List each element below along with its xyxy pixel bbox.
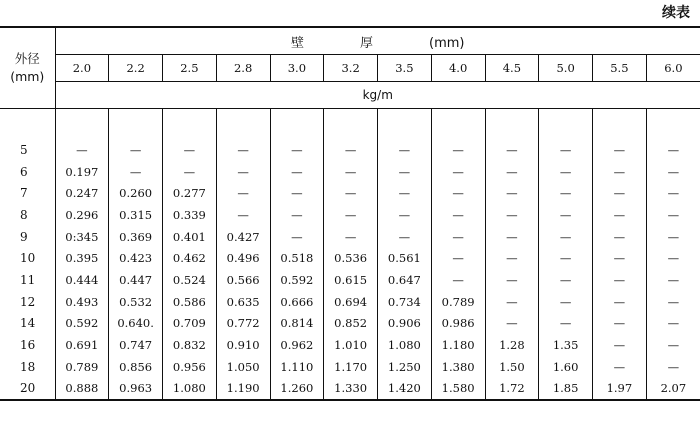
weight-cell: 0:345 bbox=[55, 226, 109, 248]
weight-cell: — bbox=[216, 204, 270, 226]
weight-cell: — bbox=[646, 356, 700, 378]
weight-cell: 1.60 bbox=[539, 356, 593, 378]
outer-diameter-cell: 18 bbox=[0, 356, 55, 378]
thickness-header-cell: 2.5 bbox=[163, 55, 217, 82]
weight-cell: 0.592 bbox=[270, 269, 324, 291]
weight-cell: — bbox=[593, 161, 647, 183]
weight-cell: — bbox=[324, 226, 378, 248]
weight-cell: 0.536 bbox=[324, 247, 378, 269]
thickness-header-cell: 2.2 bbox=[109, 55, 163, 82]
weight-cell: 0.447 bbox=[109, 269, 163, 291]
weight-cell: — bbox=[485, 247, 539, 269]
weight-cell: 0.277 bbox=[163, 182, 217, 204]
weight-cell: — bbox=[539, 161, 593, 183]
weight-cell: — bbox=[646, 161, 700, 183]
weight-cell: — bbox=[431, 182, 485, 204]
weight-cell: 0.832 bbox=[163, 334, 217, 356]
weight-cell: 1.190 bbox=[216, 378, 270, 401]
thickness-header-cell: 2.0 bbox=[55, 55, 109, 82]
weight-cell: — bbox=[431, 161, 485, 183]
table-row bbox=[0, 247, 700, 269]
weight-cell: 0.493 bbox=[55, 291, 109, 313]
weight-cell: — bbox=[646, 291, 700, 313]
wall-thickness-char2: 厚 bbox=[360, 35, 374, 51]
weight-cell: — bbox=[539, 182, 593, 204]
weight-cell: — bbox=[539, 247, 593, 269]
weight-cell: 0.910 bbox=[216, 334, 270, 356]
weight-cell: 0.635 bbox=[216, 291, 270, 313]
weight-cell: — bbox=[539, 291, 593, 313]
weight-cell: 1.35 bbox=[539, 334, 593, 356]
weight-cell: — bbox=[485, 182, 539, 204]
thickness-header-cell: 4.5 bbox=[485, 55, 539, 82]
weight-cell: — bbox=[485, 139, 539, 161]
weight-cell: — bbox=[485, 313, 539, 335]
weight-cell: 1.28 bbox=[485, 334, 539, 356]
weight-cell: 1.580 bbox=[431, 378, 485, 401]
weight-cell: 0.339 bbox=[163, 204, 217, 226]
weight-cell: — bbox=[593, 139, 647, 161]
weight-cell: 1.420 bbox=[378, 378, 432, 401]
spacer-row bbox=[0, 109, 700, 140]
thickness-header-cell: 3.5 bbox=[378, 55, 432, 82]
weight-cell: — bbox=[378, 182, 432, 204]
weight-cell: — bbox=[216, 139, 270, 161]
table-row bbox=[0, 356, 700, 378]
thickness-header-cell: 2.8 bbox=[216, 55, 270, 82]
header-row-thickness-values bbox=[0, 55, 700, 82]
weight-cell: — bbox=[431, 139, 485, 161]
weight-cell: — bbox=[109, 161, 163, 183]
weight-cell: 0.315 bbox=[109, 204, 163, 226]
weight-cell: 1.330 bbox=[324, 378, 378, 401]
table-row bbox=[0, 291, 700, 313]
weight-cell: — bbox=[646, 204, 700, 226]
weight-cell: 0.666 bbox=[270, 291, 324, 313]
weight-cell: — bbox=[646, 334, 700, 356]
weight-cell: 0.647 bbox=[378, 269, 432, 291]
weight-cell: — bbox=[378, 204, 432, 226]
weight-cell: — bbox=[539, 139, 593, 161]
weight-cell: 0.566 bbox=[216, 269, 270, 291]
weight-cell: 0.906 bbox=[378, 313, 432, 335]
weight-cell: — bbox=[646, 313, 700, 335]
wall-thickness-char1: 壁 bbox=[290, 35, 304, 51]
weight-cell: 1.260 bbox=[270, 378, 324, 401]
weight-cell: — bbox=[378, 161, 432, 183]
weight-cell: 0.747 bbox=[109, 334, 163, 356]
weight-cell: — bbox=[431, 247, 485, 269]
outer-diameter-cell: 16 bbox=[0, 334, 55, 356]
table-row bbox=[0, 269, 700, 291]
weight-cell: — bbox=[593, 204, 647, 226]
weight-cell: — bbox=[270, 226, 324, 248]
weight-cell: 1.380 bbox=[431, 356, 485, 378]
weight-cell: — bbox=[593, 334, 647, 356]
weight-cell: 0.524 bbox=[163, 269, 217, 291]
weight-cell: 0.962 bbox=[270, 334, 324, 356]
weight-cell: — bbox=[55, 139, 109, 161]
weight-cell: — bbox=[324, 161, 378, 183]
weight-cell: 1.85 bbox=[539, 378, 593, 401]
weight-cell: — bbox=[431, 204, 485, 226]
weight-cell: 1.050 bbox=[216, 356, 270, 378]
weight-cell: 0.772 bbox=[216, 313, 270, 335]
weight-cell: 1.080 bbox=[378, 334, 432, 356]
outer-diameter-cell: 11 bbox=[0, 269, 55, 291]
weight-cell: 0.734 bbox=[378, 291, 432, 313]
weight-cell: 0.427 bbox=[216, 226, 270, 248]
weight-cell: 0.532 bbox=[109, 291, 163, 313]
header-row-wall-thickness bbox=[0, 27, 700, 55]
weight-cell: 1.010 bbox=[324, 334, 378, 356]
weight-cell: 0.247 bbox=[55, 182, 109, 204]
weight-cell: — bbox=[485, 291, 539, 313]
pipe-weight-table bbox=[0, 26, 700, 401]
outer-diameter-cell: 6 bbox=[0, 161, 55, 183]
thickness-header-cell: 4.0 bbox=[431, 55, 485, 82]
table-row bbox=[0, 378, 700, 401]
weight-cell: 1.170 bbox=[324, 356, 378, 378]
weight-cell: 0.395 bbox=[55, 247, 109, 269]
weight-cell: 0.462 bbox=[163, 247, 217, 269]
weight-cell: — bbox=[270, 161, 324, 183]
weight-cell: — bbox=[324, 139, 378, 161]
thickness-header-cell: 3.2 bbox=[324, 55, 378, 82]
weight-cell: — bbox=[646, 182, 700, 204]
weight-cell: 0.615 bbox=[324, 269, 378, 291]
weight-cell: 0.789 bbox=[55, 356, 109, 378]
weight-cell: 1.250 bbox=[378, 356, 432, 378]
weight-cell: 0.296 bbox=[55, 204, 109, 226]
weight-cell: — bbox=[270, 182, 324, 204]
weight-cell: 0.640. bbox=[109, 313, 163, 335]
weight-cell: — bbox=[539, 204, 593, 226]
weight-cell: — bbox=[270, 139, 324, 161]
weight-cell: 0.586 bbox=[163, 291, 217, 313]
weight-cell: — bbox=[593, 291, 647, 313]
outer-diameter-unit: (mm) bbox=[10, 69, 45, 84]
weight-cell: — bbox=[431, 226, 485, 248]
weight-cell: — bbox=[378, 139, 432, 161]
outer-diameter-cell: 9 bbox=[0, 226, 55, 248]
weight-cell: 0.518 bbox=[270, 247, 324, 269]
weight-cell: — bbox=[593, 269, 647, 291]
weight-cell: — bbox=[270, 204, 324, 226]
weight-cell: 0.561 bbox=[378, 247, 432, 269]
weight-cell: — bbox=[593, 356, 647, 378]
weight-cell: 2.07 bbox=[646, 378, 700, 401]
weight-cell: 0.592 bbox=[55, 313, 109, 335]
weight-cell: 0.260 bbox=[109, 182, 163, 204]
weight-cell: 0.369 bbox=[109, 226, 163, 248]
weight-cell: — bbox=[431, 269, 485, 291]
weight-cell: — bbox=[485, 161, 539, 183]
outer-diameter-header bbox=[0, 27, 55, 109]
weight-cell: 0.789 bbox=[431, 291, 485, 313]
weight-cell: 0.423 bbox=[109, 247, 163, 269]
weight-cell: — bbox=[485, 204, 539, 226]
weight-cell: — bbox=[646, 247, 700, 269]
thickness-header-cell: 6.0 bbox=[646, 55, 700, 82]
weight-cell: 0.888 bbox=[55, 378, 109, 401]
table-row bbox=[0, 161, 700, 183]
weight-cell: 1.080 bbox=[163, 378, 217, 401]
table-row bbox=[0, 182, 700, 204]
thickness-header-cell: 3.0 bbox=[270, 55, 324, 82]
weight-cell: 0.963 bbox=[109, 378, 163, 401]
weight-cell: 0.444 bbox=[55, 269, 109, 291]
weight-cell: — bbox=[324, 204, 378, 226]
weight-cell: — bbox=[646, 139, 700, 161]
outer-diameter-cell: 8 bbox=[0, 204, 55, 226]
header-row-unit bbox=[0, 82, 700, 109]
outer-diameter-label: 外径 bbox=[14, 51, 40, 66]
weight-cell: — bbox=[109, 139, 163, 161]
outer-diameter-cell: 14 bbox=[0, 313, 55, 335]
weight-cell: 0.691 bbox=[55, 334, 109, 356]
weight-cell: — bbox=[378, 226, 432, 248]
table-row bbox=[0, 334, 700, 356]
outer-diameter-cell: 5 bbox=[0, 139, 55, 161]
weight-cell: — bbox=[163, 139, 217, 161]
weight-cell: — bbox=[593, 247, 647, 269]
weight-cell: — bbox=[646, 226, 700, 248]
weight-cell: 1.180 bbox=[431, 334, 485, 356]
weight-cell: 1.72 bbox=[485, 378, 539, 401]
weight-cell: — bbox=[216, 182, 270, 204]
weight-cell: — bbox=[593, 226, 647, 248]
weight-cell: — bbox=[593, 313, 647, 335]
weight-cell: 0.986 bbox=[431, 313, 485, 335]
weight-cell: 0.814 bbox=[270, 313, 324, 335]
weight-cell: 0.496 bbox=[216, 247, 270, 269]
wall-thickness-header bbox=[55, 27, 700, 55]
outer-diameter-cell: 20 bbox=[0, 378, 55, 401]
outer-diameter-cell: 7 bbox=[0, 182, 55, 204]
weight-cell: — bbox=[539, 226, 593, 248]
weight-cell: — bbox=[539, 269, 593, 291]
weight-cell: 0.197 bbox=[55, 161, 109, 183]
weight-cell: — bbox=[539, 313, 593, 335]
unit-header: kg/m bbox=[55, 82, 700, 109]
weight-cell: 1.110 bbox=[270, 356, 324, 378]
weight-cell: — bbox=[216, 161, 270, 183]
weight-cell: — bbox=[163, 161, 217, 183]
weight-cell: 1.97 bbox=[593, 378, 647, 401]
outer-diameter-cell: 10 bbox=[0, 247, 55, 269]
weight-cell: — bbox=[646, 269, 700, 291]
weight-cell: 0.709 bbox=[163, 313, 217, 335]
weight-cell: 0.401 bbox=[163, 226, 217, 248]
table-row bbox=[0, 204, 700, 226]
weight-cell: — bbox=[485, 269, 539, 291]
table-row bbox=[0, 226, 700, 248]
thickness-header-cell: 5.0 bbox=[539, 55, 593, 82]
thickness-header-cell: 5.5 bbox=[593, 55, 647, 82]
weight-cell: — bbox=[324, 182, 378, 204]
weight-cell: — bbox=[485, 226, 539, 248]
table-row bbox=[0, 313, 700, 335]
weight-cell: 0.956 bbox=[163, 356, 217, 378]
weight-cell: 0.852 bbox=[324, 313, 378, 335]
weight-cell: — bbox=[593, 182, 647, 204]
outer-diameter-cell: 12 bbox=[0, 291, 55, 313]
wall-thickness-unit: (mm) bbox=[429, 35, 465, 51]
continued-label: 续表 bbox=[662, 5, 690, 21]
weight-cell: 0.856 bbox=[109, 356, 163, 378]
weight-cell: 0.694 bbox=[324, 291, 378, 313]
table-row bbox=[0, 139, 700, 161]
weight-cell: 1.50 bbox=[485, 356, 539, 378]
